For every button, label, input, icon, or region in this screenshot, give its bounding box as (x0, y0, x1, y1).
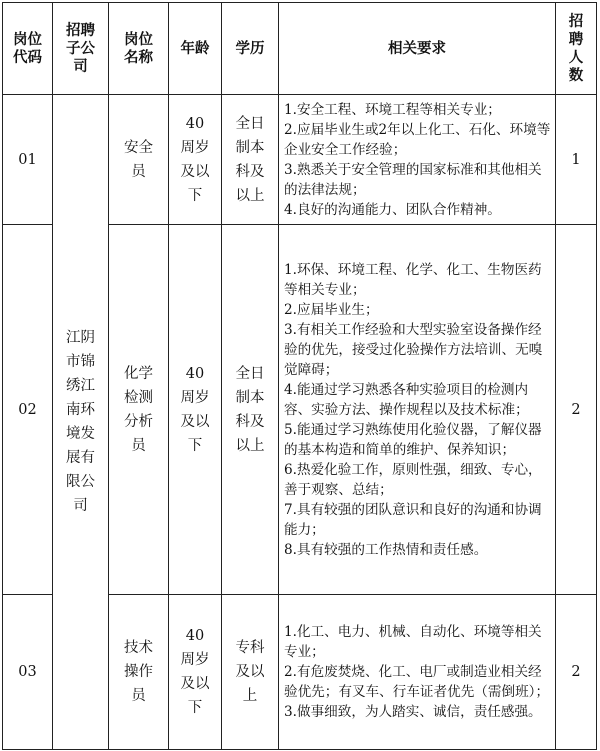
requirements-list (279, 95, 556, 225)
headcount: 1 (556, 95, 597, 225)
requirement-item: 1.安全工程、环境工程等相关专业； (284, 101, 501, 118)
age-requirement: 40周岁及以下 (169, 95, 222, 225)
position-code: 03 (3, 595, 53, 750)
requirement-item: 8.具有较强的工作热情和责任感。 (284, 541, 488, 558)
headcount: 2 (556, 225, 597, 595)
header-position-name: 岗位名称 (109, 3, 169, 95)
requirement-item: 2.应届毕业生或2年以上化工、石化、环境等企业安全工作经验； (284, 121, 551, 158)
education-requirement: 专科及以上 (222, 595, 279, 750)
recruitment-table (2, 2, 597, 750)
header-headcount: 招聘人数 (556, 3, 597, 95)
header-age: 年龄 (169, 3, 222, 95)
position-name: 化学检测分析员 (109, 225, 169, 595)
requirement-item: 4.良好的沟通能力、团队合作精神。 (284, 201, 501, 218)
requirement-item: 3.熟悉关于安全管理的国家标准和其他相关的法律法规； (284, 161, 542, 198)
education-requirement: 全日制本科及以上 (222, 95, 279, 225)
position-name: 技术操作员 (109, 595, 169, 750)
education-requirement: 全日制本科及以上 (222, 225, 279, 595)
requirements-list (279, 595, 556, 750)
requirement-item: 5.能通过学习熟练使用化验仪器，了解仪器的基本构造和简单的维护、保养知识； (284, 421, 542, 458)
company-name: 江阴市锦绣江南环境发展有限公司 (53, 95, 109, 750)
requirement-item: 6.热爱化验工作，原则性强，细致、专心，善于观察、总结； (284, 461, 542, 498)
header-position-code: 岗位代码 (3, 3, 53, 95)
requirement-item: 7.具有较强的团队意识和良好的沟通和协调能力； (284, 501, 542, 538)
header-row (3, 3, 597, 95)
requirement-item: 3.有相关工作经验和大型实验室设备操作经验的优先，接受过化验操作方法培训、无嗅觉障碍； (284, 321, 543, 378)
age-requirement: 40周岁及以下 (169, 595, 222, 750)
position-name: 安全员 (109, 95, 169, 225)
requirement-item: 3.做事细致，为人踏实、诚信，责任感强。 (284, 704, 542, 720)
requirement-item: 4.能通过学习熟悉各种实验项目的检测内容、实验方法、操作规程以及技术标准； (284, 381, 529, 418)
headcount: 2 (556, 595, 597, 750)
requirements-list (279, 225, 556, 595)
requirement-item: 2.应届毕业生； (284, 301, 379, 318)
requirement-item: 1.化工、电力、机械、自动化、环境等相关专业； (284, 624, 542, 660)
table-row (3, 95, 597, 225)
position-code: 01 (3, 95, 53, 225)
position-code: 02 (3, 225, 53, 595)
age-requirement: 40周岁及以下 (169, 225, 222, 595)
requirement-item: 1.环保、环境工程、化学、化工、生物医药等相关专业； (284, 261, 542, 298)
header-requirements: 相关要求 (279, 3, 556, 95)
header-education: 学历 (222, 3, 279, 95)
header-company: 招聘子公司 (53, 3, 109, 95)
requirement-item: 2.有危废焚烧、化工、电厂或制造业相关经验优先；有叉车、行车证者优先（需倒班）； (284, 664, 550, 700)
